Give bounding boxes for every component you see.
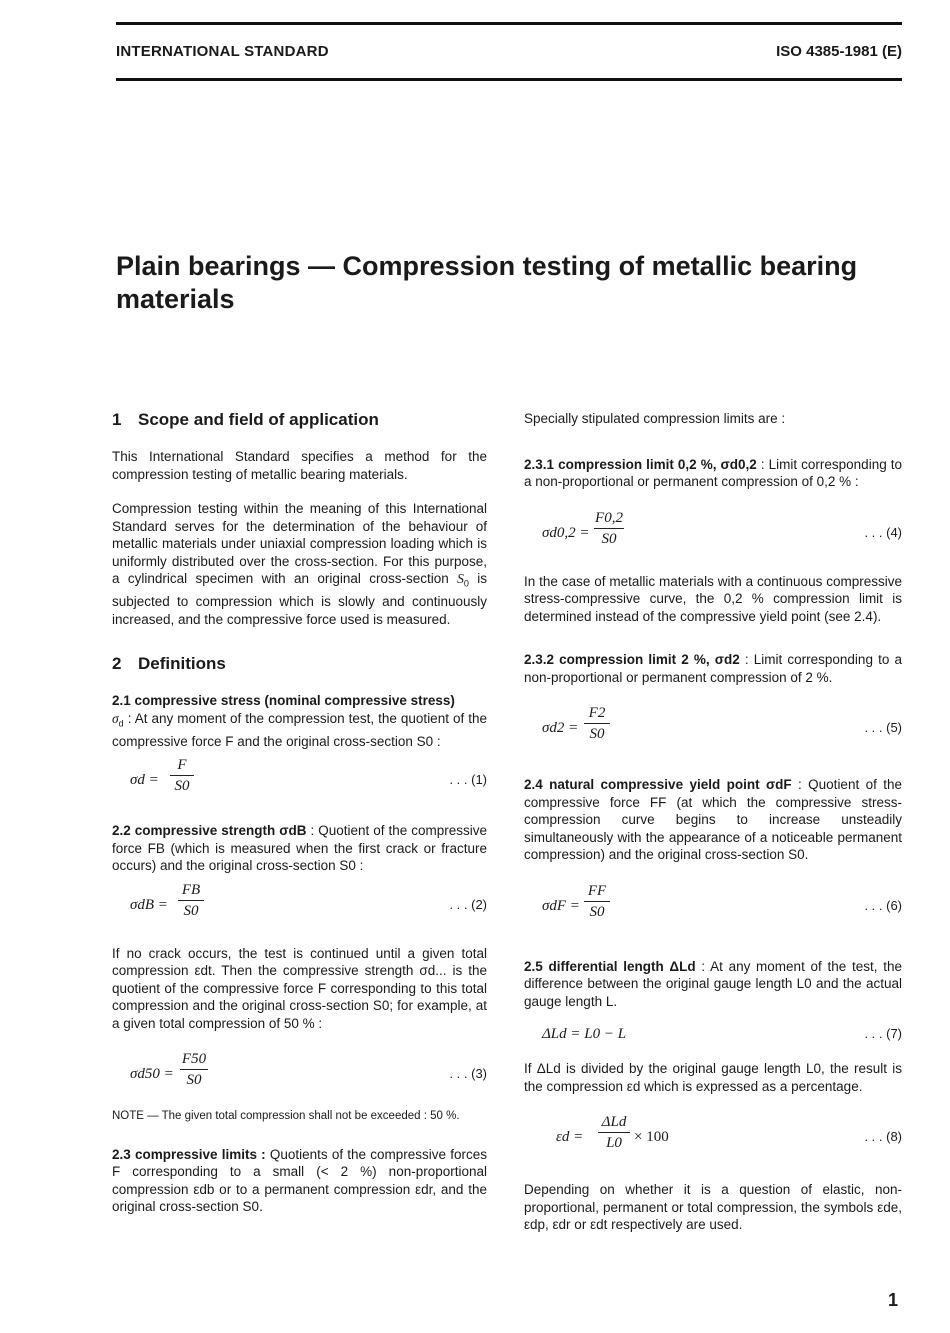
equation-4: σd0,2 = F0,2 S0 . . . (4) [542, 509, 902, 547]
section-1-heading: 1 Scope and field of application [112, 410, 379, 429]
equation-7: ΔLd = L0 − L . . . (7) [542, 1026, 902, 1042]
header-document-id: ISO 4385-1981 (E) [776, 43, 902, 60]
top-rule [116, 22, 902, 25]
equation-2: σdB = FB S0 . . . (2) [130, 881, 487, 919]
definition-2-2: 2.2 compressive strength σdB : Quotient of the compressive force FB (which is measured when the first crack or fracture occurs) and the original cross-section S0 : [112, 823, 487, 874]
left-column [112, 410, 487, 1216]
section-1-paragraph-2: Compression testing within the meaning of this International Standard serves for the determination of the behaviour of metallic materials under uniaxial compression loading which is uniformly distributed over the cross-section. For this purpose, a cylindrical specimen with an original cross-section $S_0$ is subjected to compression which is slowly and continuously increased, and the compressive force used is measured. [112, 501, 487, 627]
definition-2-1: 2.1 compressive stress (nominal compressive stress) $\sigma_d$ : At any moment of the compression test, the quotient of the compressive force F and the original cross-section S0 : [112, 693, 487, 749]
equation-5: σd2 = F2 S0 . . . (5) [542, 705, 902, 742]
paragraph-continuous-curve: In the case of metallic materials with a continuous compressive stress-compressive curve, the 0,2 % compression limit is determined instead of the compressive yield point (see 2.4). [524, 573, 902, 624]
definition-2-3: 2.3 compressive limits : Quotients of the compressive forces F corresponding to a small (< 2 %) non-proportional compression εdb or to a permanent compression εdr, and the original cross-section S0. [112, 1146, 487, 1215]
intro-compression-limits: Specially stipulated compression limits are : [524, 411, 786, 426]
header-standard-label: INTERNATIONAL STANDARD [116, 43, 329, 60]
definition-2-3-1: 2.3.1 compression limit 0,2 %, σd0,2 : Limit corresponding to a non-proportional or permanent compression of 0,2 % : [524, 456, 903, 489]
definition-2-4: 2.4 natural compressive yield point σdF : Quotient of the compressive force FF (at which the compressive stress-compression curve begins to increase unsteadily simultaneously with the appearance of a noticeable permanent compression) and the original cross-section S0. [524, 777, 902, 862]
equation-6: σdF = FF S0 . . . (6) [542, 882, 902, 920]
equation-3: σd50 = F50 S0 . . . (3) [130, 1051, 487, 1089]
equation-1: σd = F S0 . . . (1) [130, 757, 487, 795]
definition-2-3-2: 2.3.2 compression limit 2 %, σd2 : Limit corresponding to a non-proportional or permanent compression of 2 %. [524, 652, 902, 685]
definition-2-5: 2.5 differential length ΔLd : At any moment of the test, the difference between the original gauge length L0 and the actual gauge length L. [524, 958, 903, 1009]
section-1-paragraph-1: This International Standard specifies a method for the compression testing of metallic bearing materials. [112, 449, 487, 482]
note-total-compression: NOTE — The given total compression shall not be exceeded : 50 %. [112, 1110, 460, 1123]
right-column [524, 410, 902, 1234]
section-2-heading: 2 Definitions [112, 654, 226, 674]
paragraph-compression-definition: If ΔLd is divided by the original gauge length L0, the result is the compression εd which is expressed as a percentage. [524, 1061, 902, 1094]
header-rule [116, 78, 902, 81]
equation-8: εd = ΔLd L0 × 100 . . . (8) [556, 1114, 902, 1151]
page-number: 1 [887, 1290, 898, 1310]
paragraph-symbols: Depending on whether it is a question of elastic, non-proportional, permanent or total compression, the symbols εde, εdp, εdr or εdt respectively are used. [524, 1182, 902, 1232]
document-title: Plain bearings — Compression testing of metallic bearing materials [116, 251, 858, 314]
paragraph-no-crack: If no crack occurs, the test is continued until a given total compression εdt. Then the compressive strength σd... is the quotient of the compressive force F corresponding to this total compression and the original cross-section S0; for example, at a given total compression of 50 % : [112, 945, 487, 1031]
